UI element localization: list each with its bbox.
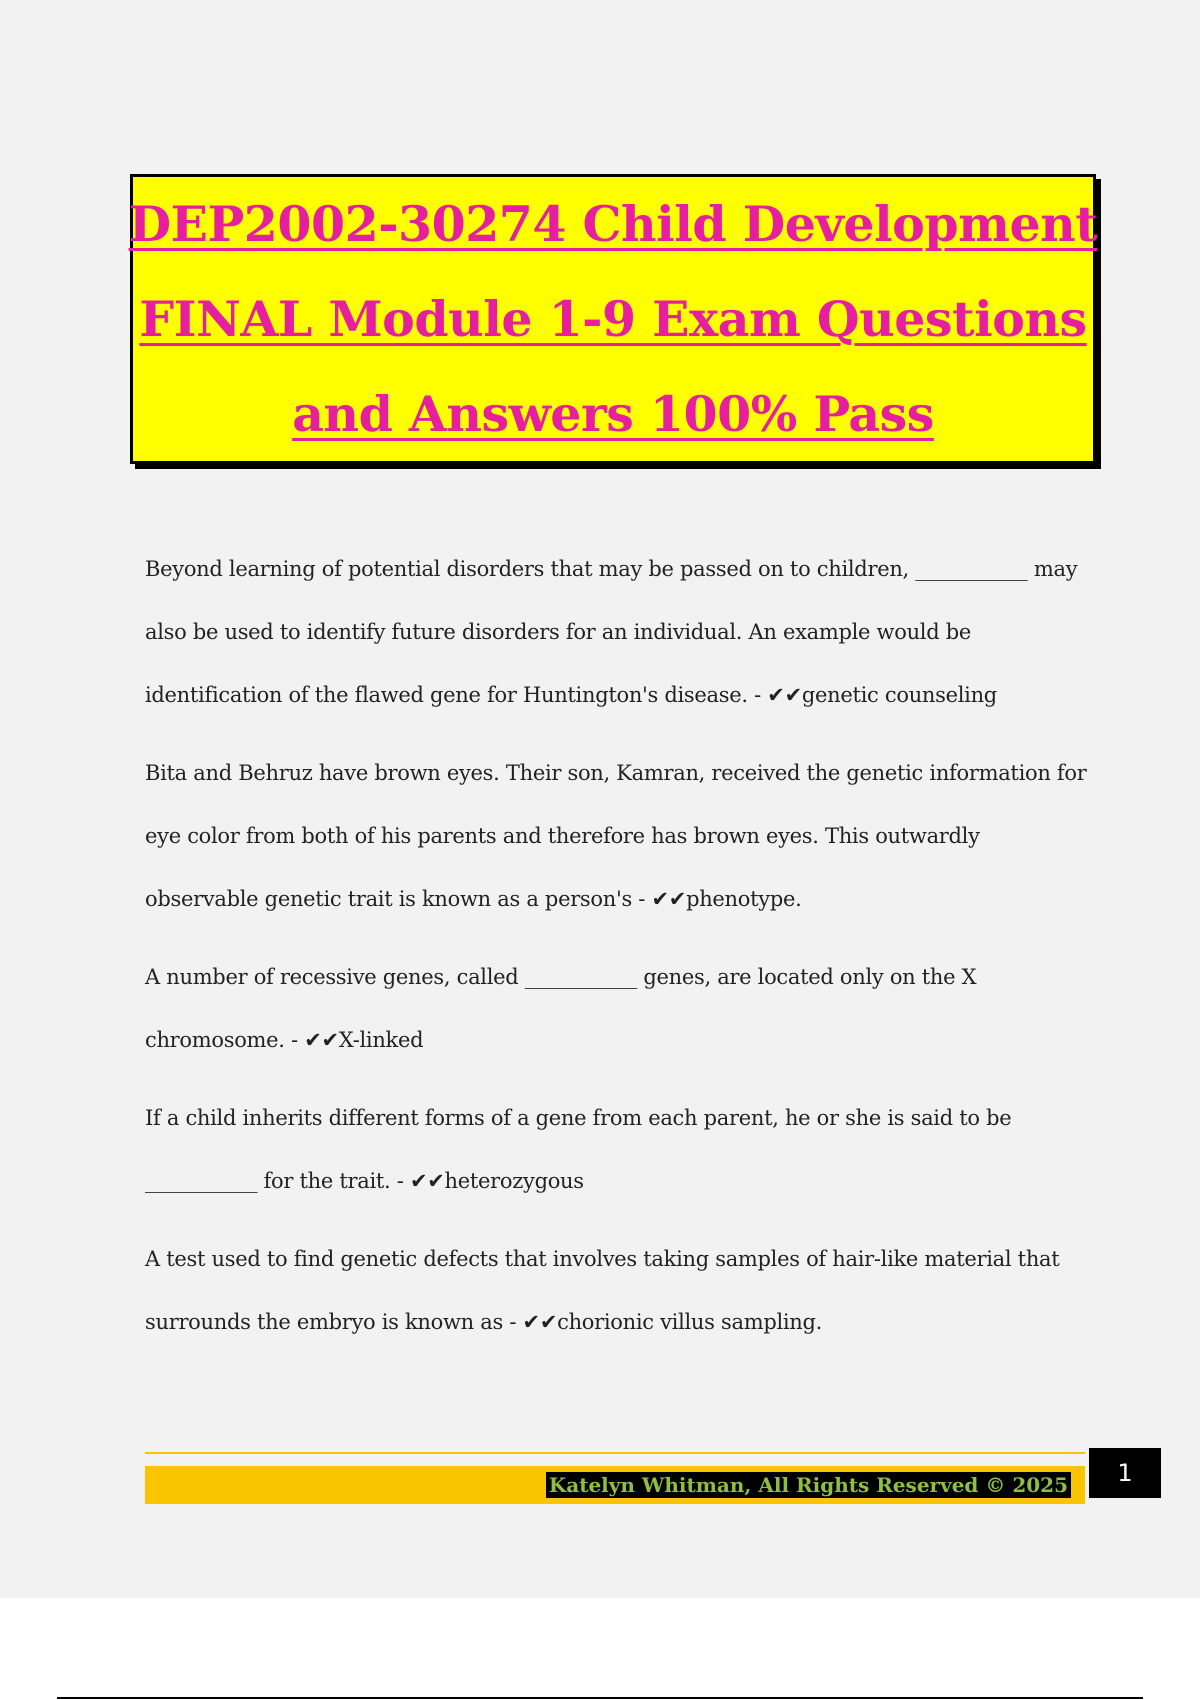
question-answer-item: Beyond learning of potential disorders that may be passed on to children, ___________ may also be used to identify future disorders for an individual. An example would be identification of the flawed gene for Huntington's disease. - ✔✔genetic counseling <box>145 557 1078 707</box>
bottom-divider <box>57 1697 1143 1699</box>
title-line-1: DEP2002-30274 Child Development <box>128 194 1098 253</box>
question-answer-item: Bita and Behruz have brown eyes. Their son, Kamran, received the genetic information for eye color from both of his parents and therefore has brown eyes. This outwardly observable genetic trait is known as a person's - ✔✔phenotype. <box>145 761 1087 911</box>
question-list <box>145 538 1095 1369</box>
copyright-notice: Katelyn Whitman, All Rights Reserved © 2025 <box>546 1472 1071 1498</box>
title-line-3: and Answers 100% Pass <box>292 384 934 443</box>
question-answer-item: If a child inherits different forms of a gene from each parent, he or she is said to be ___________ for the trait. - ✔✔heterozygous <box>145 1106 1012 1193</box>
footer-divider <box>145 1452 1085 1454</box>
question-answer-item: A test used to find genetic defects that involves taking samples of hair-like material that surrounds the embryo is known as - ✔✔chorionic villus sampling. <box>145 1247 1060 1334</box>
footer-bar <box>145 1466 1085 1504</box>
title-banner <box>130 174 1096 464</box>
title-line-2: FINAL Module 1-9 Exam Questions <box>139 289 1087 348</box>
page-number: 1 <box>1089 1448 1161 1498</box>
question-answer-item: A number of recessive genes, called ___________ genes, are located only on the X chromosome. - ✔✔X-linked <box>145 965 977 1052</box>
